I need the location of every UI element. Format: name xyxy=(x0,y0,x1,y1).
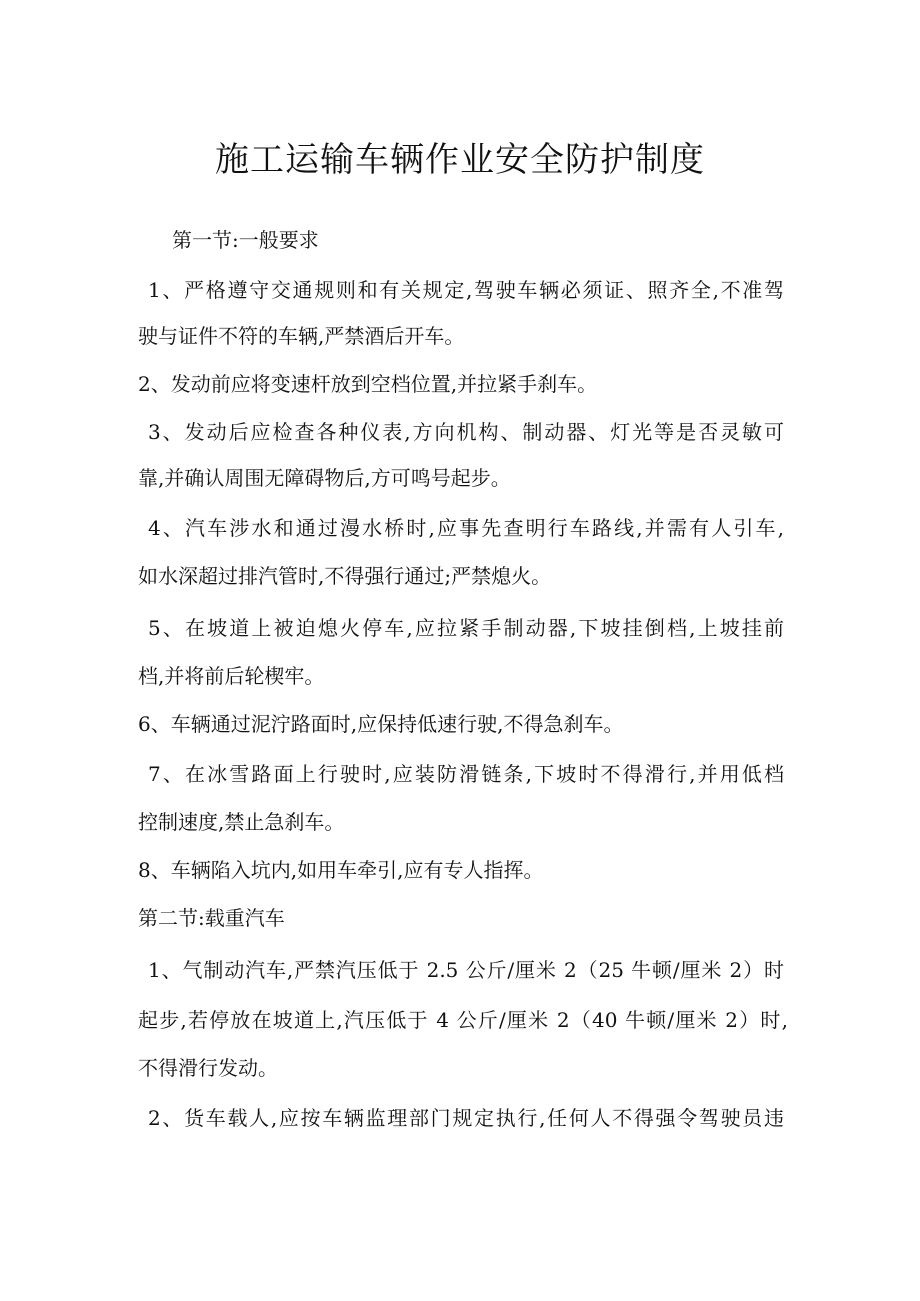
paragraph-line: 7、在冰雪路面上行驶时,应装防滑链条,下坡时不得滑行,并用低档 xyxy=(148,762,784,786)
paragraph-line: 3、发动后应检查各种仪表,方向机构、制动器、灯光等是否灵敏可 xyxy=(148,420,784,444)
paragraph-line: 驶与证件不符的车辆,严禁酒后开车。 xyxy=(138,324,465,348)
paragraph-line: 1、严格遵守交通规则和有关规定,驾驶车辆必须证、照齐全,不准驾 xyxy=(148,278,784,302)
section-heading-1: 第一节:一般要求 xyxy=(172,228,319,252)
paragraph-line: 靠,并确认周围无障碍物后,方可鸣号起步。 xyxy=(138,466,511,490)
paragraph-line: 不得滑行发动。 xyxy=(138,1056,278,1080)
paragraph-line: 2、发动前应将变速杆放到空档位置,并拉紧手刹车。 xyxy=(138,372,598,396)
section-heading-2: 第二节:载重汽车 xyxy=(138,906,285,930)
document-title: 施工运输车辆作业安全防护制度 xyxy=(215,140,705,180)
paragraph-line: 4、汽车涉水和通过漫水桥时,应事先查明行车路线,并需有人引车, xyxy=(148,516,784,540)
paragraph-line: 2、货车载人,应按车辆监理部门规定执行,任何人不得强令驾驶员违 xyxy=(148,1106,784,1130)
paragraph-line: 起步,若停放在坡道上,汽压低于 4 公斤/厘米 2（40 牛顿/厘米 2）时, xyxy=(138,1008,788,1032)
paragraph-line: 6、车辆通过泥泞路面时,应保持低速行驶,不得急刹车。 xyxy=(138,712,624,736)
paragraph-line: 5、在坡道上被迫熄火停车,应拉紧手制动器,下坡挂倒档,上坡挂前 xyxy=(148,616,784,640)
paragraph-line: 如水深超过排汽管时,不得强行通过;严禁熄火。 xyxy=(138,564,552,588)
paragraph-line: 档,并将前后轮楔牢。 xyxy=(138,664,325,688)
paragraph-line: 8、车辆陷入坑内,如用车牵引,应有专人指挥。 xyxy=(138,858,544,882)
paragraph-line: 控制速度,禁止急刹车。 xyxy=(138,810,345,834)
paragraph-line: 1、气制动汽车,严禁汽压低于 2.5 公斤/厘米 2（25 牛顿/厘米 2）时 xyxy=(148,958,784,982)
